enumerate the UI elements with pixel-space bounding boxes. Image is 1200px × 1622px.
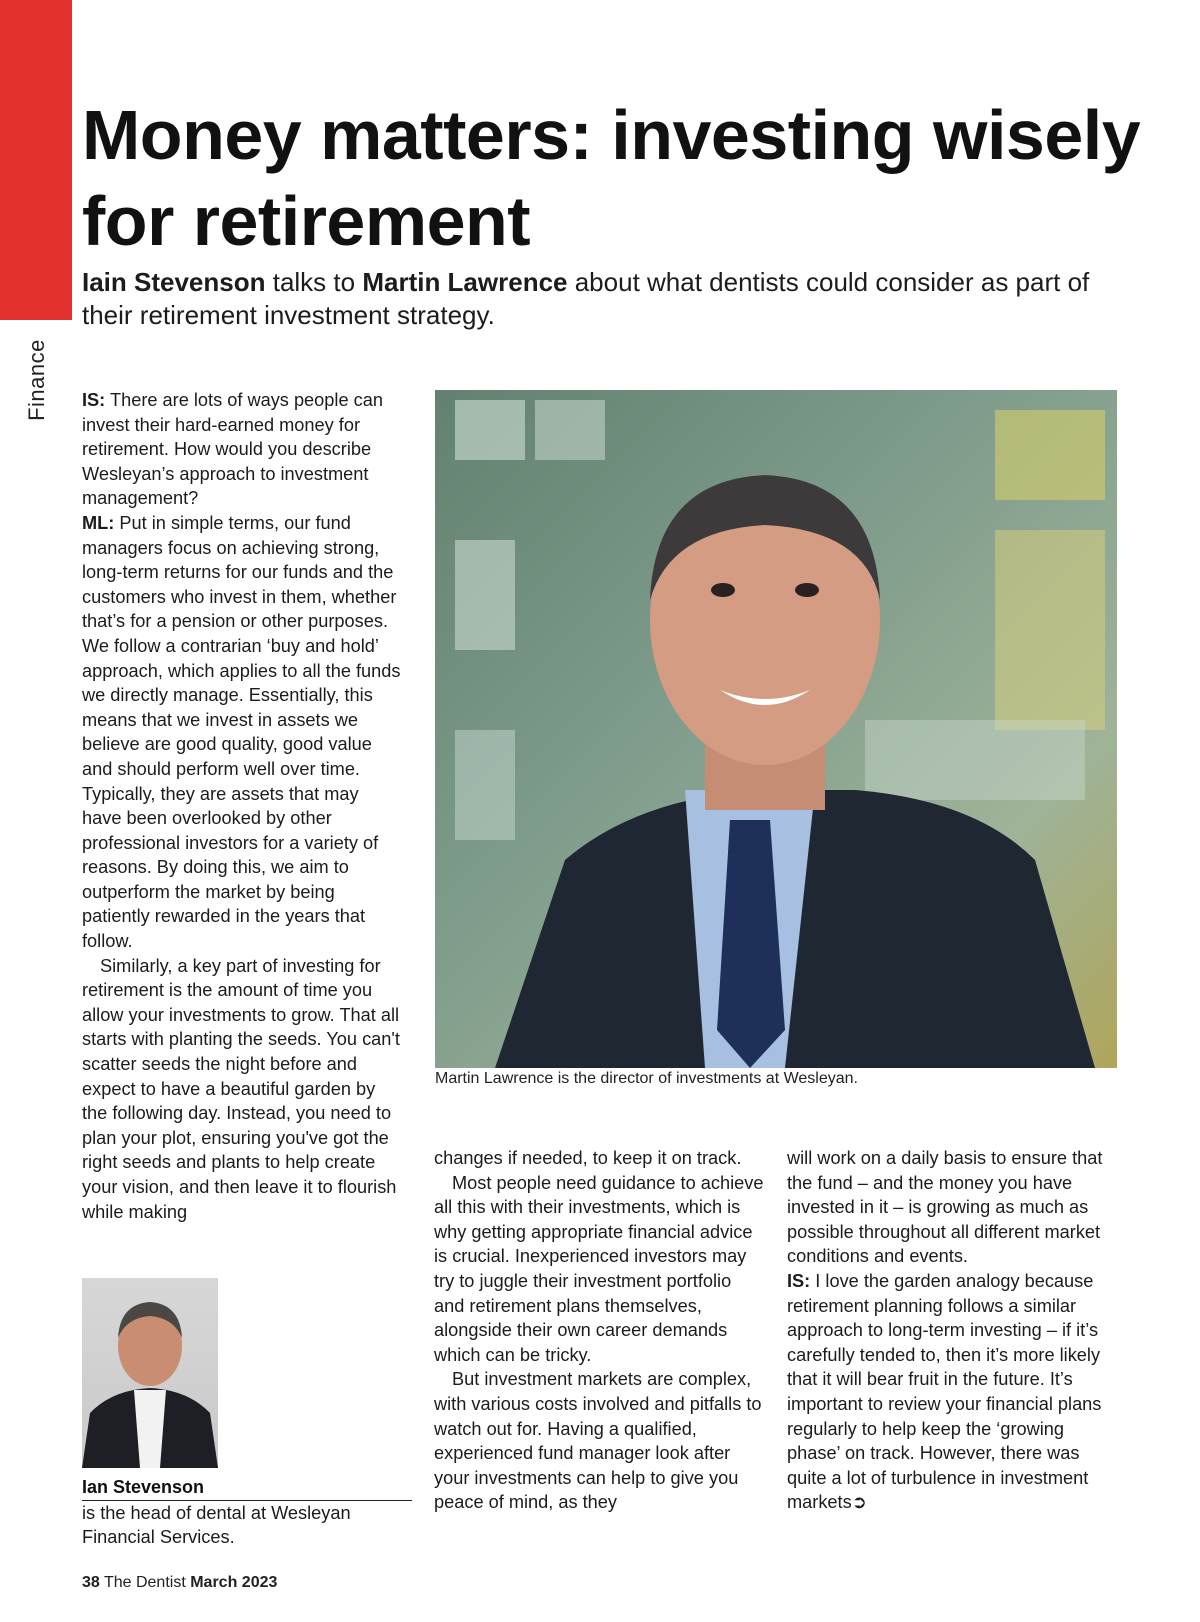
page-footer — [82, 1572, 277, 1594]
standfirst-rest: about what dentists could consider as part of their retirement investment strategy. — [82, 267, 1090, 330]
author-portrait-illustration — [82, 1278, 218, 1468]
standfirst-connector: talks to — [265, 267, 363, 297]
speaker-label: IS: — [787, 1270, 811, 1291]
paragraph — [82, 511, 402, 954]
paragraph: But investment markets are complex, with various costs involved and pitfalls to watch out for. Having a qualified, experienced fund manager look after your investments can help to give you peace of mind, as they — [434, 1369, 762, 1513]
page-number: 38 — [82, 1574, 100, 1591]
standfirst-author: Iain Stevenson — [82, 267, 266, 297]
body-column-1 — [82, 388, 402, 1224]
speaker-label: ML: — [82, 512, 115, 533]
paragraph-text: I love the garden analogy because retirement planning follows a similar approach to long-term investing – if it’s carefully tended to, then it’s more likely that it will bear fruit in the future. It’s important to review your financial plans regularly to help keep the ‘growing phase’ on track. However, there was quite a lot of turbulence in investment markets — [787, 1270, 1102, 1513]
photo-caption: Martin Lawrence is the director of investments at Wesleyan. — [435, 1070, 858, 1087]
standfirst-subject: Martin Lawrence — [362, 267, 568, 297]
speaker-label: IS: — [82, 390, 106, 410]
continue-arrow-icon: ➲ — [851, 1492, 867, 1513]
author-name: Ian Stevenson — [82, 1476, 412, 1501]
paragraph — [787, 1269, 1117, 1515]
martin-lawrence-photo — [435, 390, 1117, 1068]
issue-date: March 2023 — [190, 1574, 278, 1591]
paragraph: will work on a daily basis to ensure that the fund – and the money you have invested in it – is growing as much as possible throughout all different market conditions and events. — [787, 1148, 1103, 1267]
paragraph — [82, 388, 402, 511]
body-column-3 — [787, 1146, 1117, 1515]
ian-stevenson-photo — [82, 1278, 218, 1468]
section-color-bar — [0, 0, 72, 320]
body-column-2 — [434, 1146, 764, 1515]
article-standfirst — [82, 266, 1122, 332]
portrait-illustration — [435, 390, 1117, 1068]
article-headline: Money matters: investing wisely for retirement — [82, 96, 1141, 260]
paragraph: Most people need guidance to achieve all this with their investments, which is why getting appropriate financial advice is crucial. Inexperienced investors may try to juggle their investment portfolio and retirement plans themselves, alongside their own career demands which can be tricky. — [434, 1172, 764, 1365]
paragraph: changes if needed, to keep it on track. — [434, 1148, 742, 1168]
paragraph: Similarly, a key part of investing for retirement is the amount of time you allow your investments to grow. That all starts with planting the seeds. You can't scatter seeds the night before and expect to have a beautiful garden by the following day. Instead, you need to plan your plot, ensuring you've got the right seeds and plants to help create your vision, and then leave it to flourish while making — [82, 955, 400, 1222]
publication-name: The Dentist — [99, 1574, 191, 1591]
section-label: Finance — [24, 339, 49, 421]
paragraph-text: There are lots of ways people can invest their hard-earned money for retirement. How would you describe Wesleyan’s approach to investment management? — [82, 390, 383, 509]
author-role: is the head of dental at Wesleyan Financial Services. — [82, 1503, 351, 1547]
paragraph-text: Put in simple terms, our fund managers focus on achieving strong, long-term returns for our funds and the customers who invest in them, whether that’s for a pension or other purposes. We follow a contrarian ‘buy and hold’ approach, which applies to all the funds we directly manage. Essentially, this means that we invest in assets we believe are good quality, good value and should perform well over time. Typically, they are assets that may have been overlooked by other professional investors for a variety of reasons. By doing this, we aim to outperform the market by being patiently rewarded in the years that follow. — [82, 512, 401, 952]
